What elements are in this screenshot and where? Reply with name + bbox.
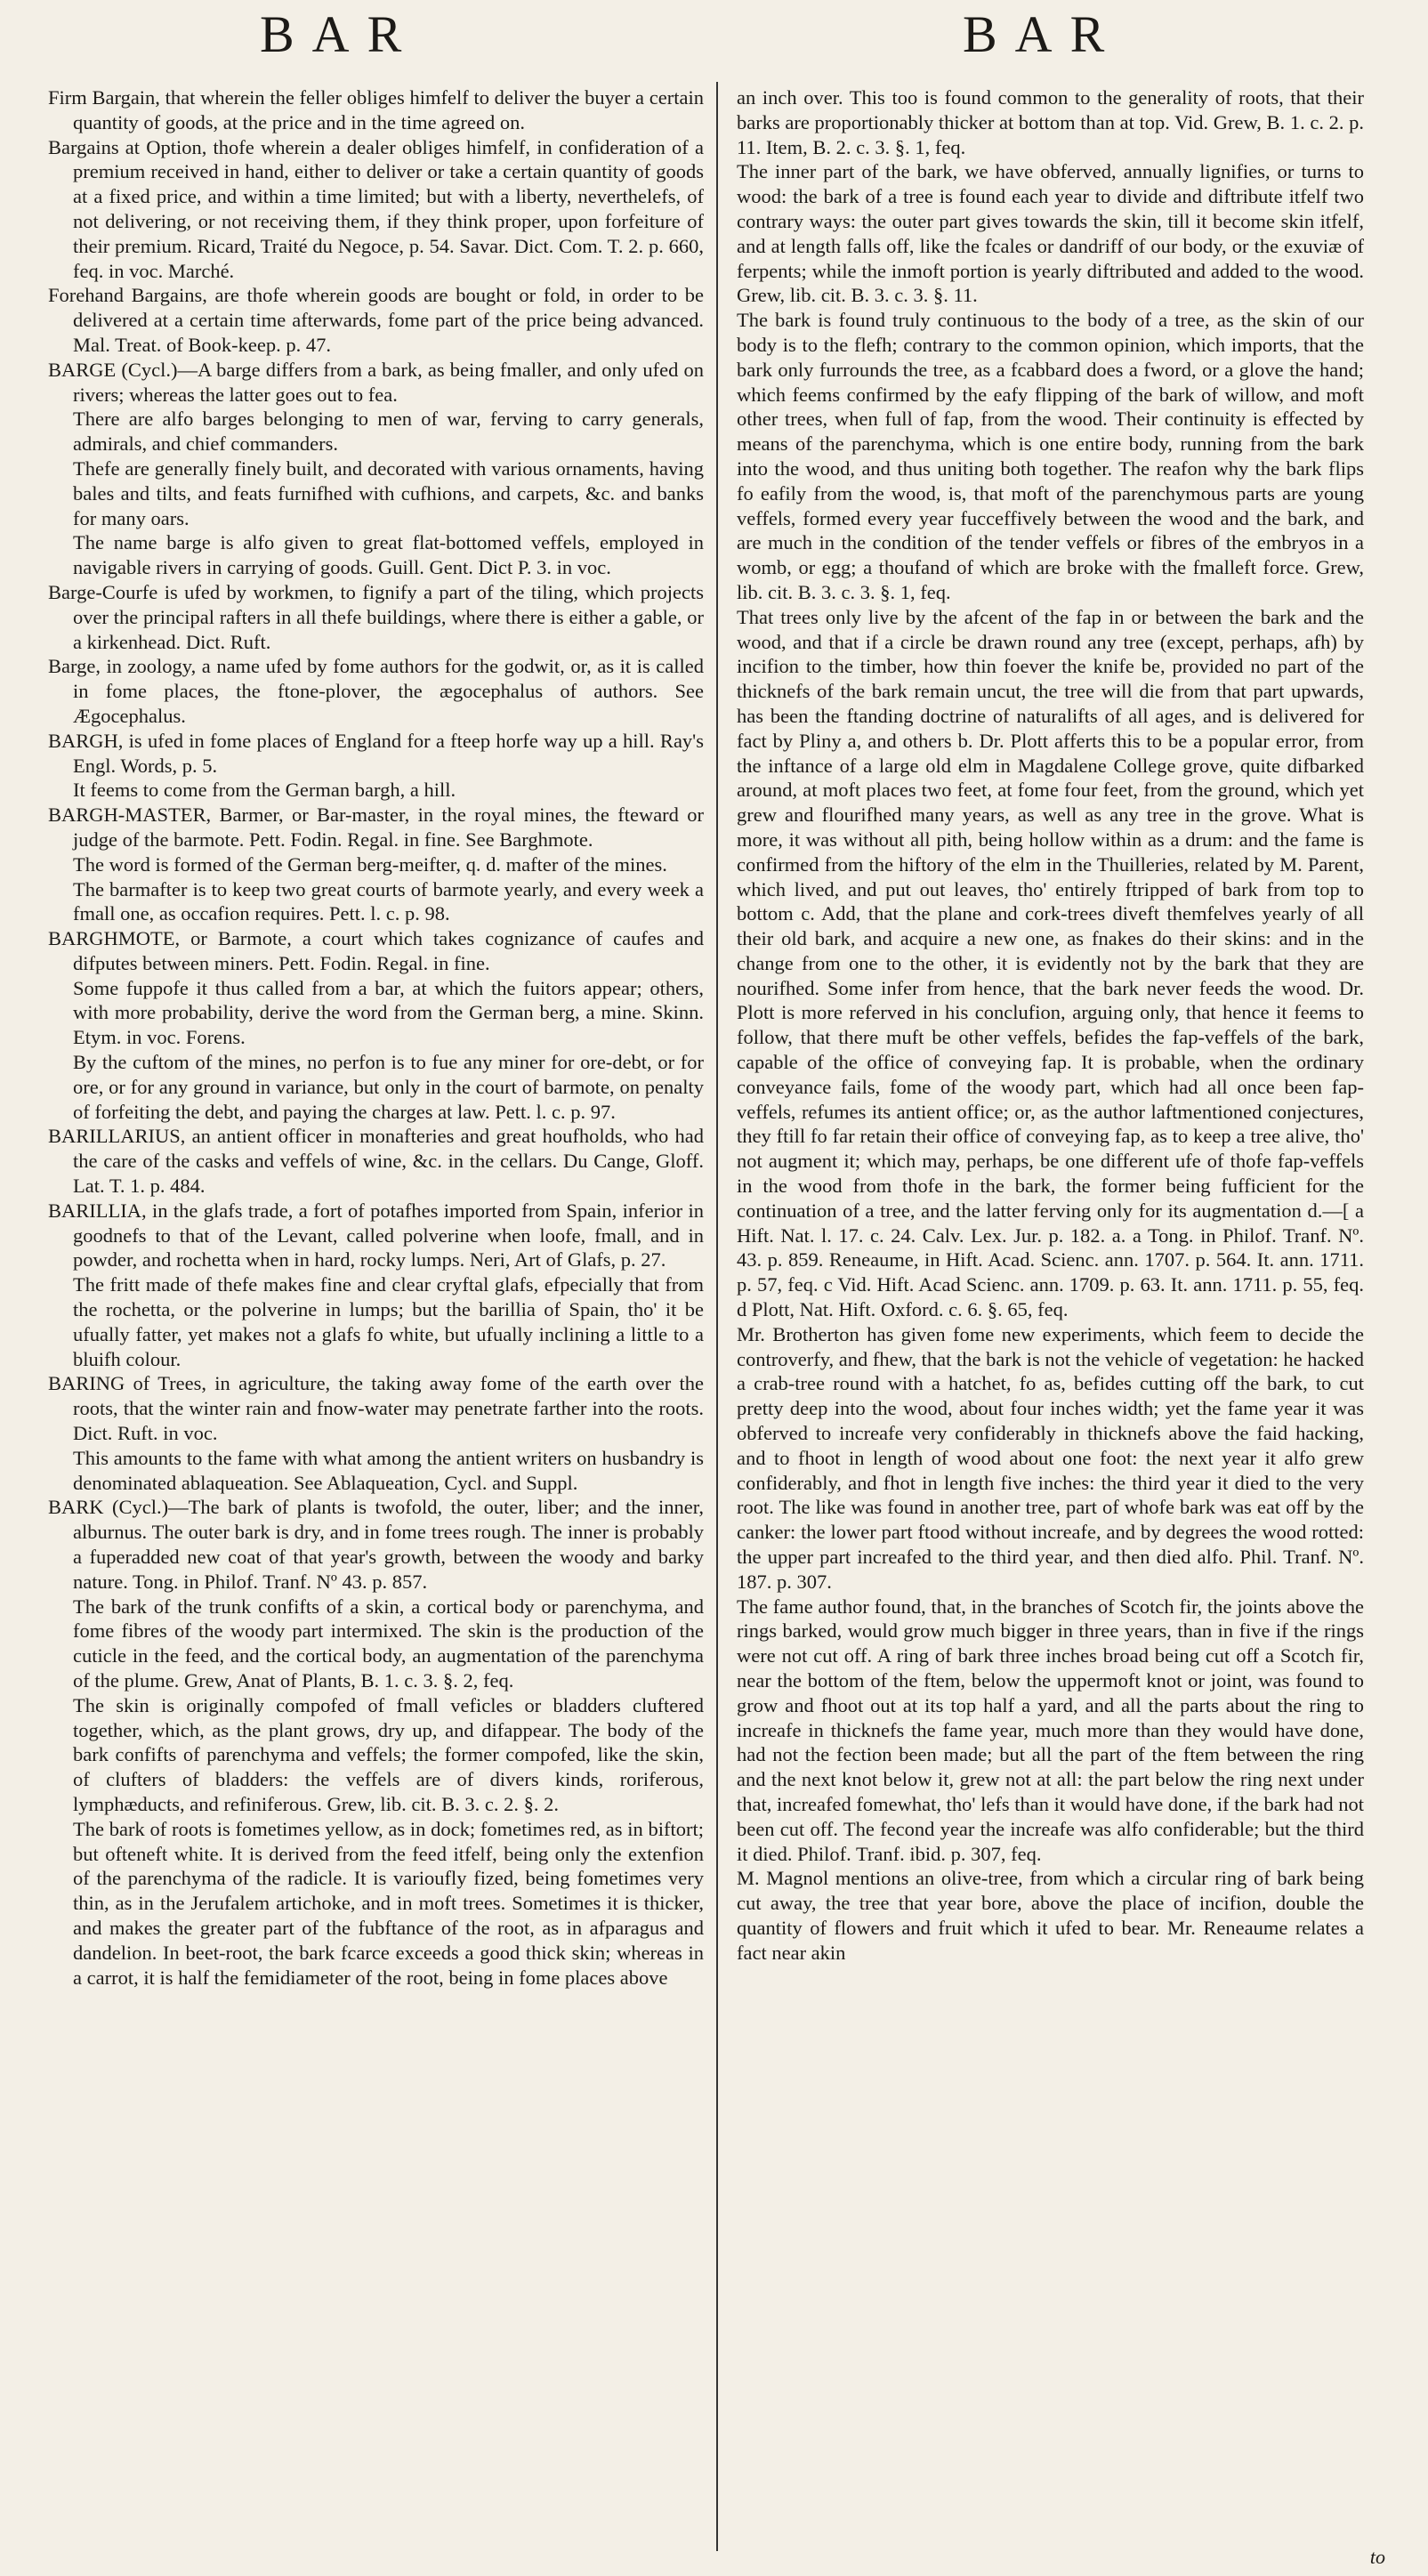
entry-paragraph: The fame author found, that, in the branches of Scotch fir, the joints above the rings barked, would grow much bigger in three years, than in five if the rings were not cut off. A ring of bark three inches broad being cut off a Scotch fir, near the bottom of the ftem, below the uppermoft knot or joint, was found to grow and fhoot out at its top half a yard, and all the parts about the ring to increafe in thicknefs the fame year, much more than they would have done, had not the fection been made; but all the part of the ftem between the ring and the next knot below it, grew not at all: the part below the ring next under that, increafed fomewhat, tho' lefs than it would have done, if the bark had not been cut off. The fecond year the increafe was alfo confiderable; but the third it died. Philof. Tranf. ibid. p. 307, feq. bbox=[737, 1595, 1364, 1865]
entry-paragraph: an inch over. This too is found common to the generality of roots, that their barks are proportionably thicker at bottom than at top. Vid. Grew, B. 1. c. 2. p. 11. Item, B. 2. c. 3. §. 1, feq. bbox=[737, 86, 1364, 158]
column-divider bbox=[716, 82, 718, 2551]
entry-paragraph: That trees only live by the afcent of the fap in or between the bark and the wood, and that if a circle be drawn round any tree (except, perhaps, afh) by incifion to the timber, how thin foever the knife be, provided no part of the thicknefs of the bark remain uncut, the tree will die from that part upwards, has been the ftanding doctrine of naturalifts of all ages, and is delivered for fact by Pliny a, and others b. Dr. Plott afferts this to be a popular error, from the inftance of a large old elm in Magdalene College grove, quite difbarked around, at moft places two feet, at fome four feet, from the ground, which yet grew and flourifhed many years, as well as any tree in the grove. What is more, it was without all pith, being hollow within as a drum: and the fame is confirmed from the hiftory of the elm in the Thuilleries, related by M. Parent, which lived, and put out leaves, tho' entirely ftripped of bark from top to bottom c. Add, that the plane and cork-trees diveft themfelves yearly of all their old bark, and acquire a new one, as fnakes do their skins: and in the change from one to the other, it is evidently not by the bark that they are nourifhed. Some infer from hence, that the bark never feeds the wood. Dr. Plott is more referved in his conclufion, arguing only, that hence it feems to follow, that there muft be other veffels, befides the fap-veffels of the bark, capable of the office of conveying fap. It is probable, when the ordinary conveyance fails, fome of the woody part, which had all once been fap-veffels, refumes its antient office; or, as the author laftmentioned conjectures, they ftill fo far retain their office of conveying fap, as to keep a tree alive, tho' not augment it; which may, perhaps, be one different ufe of thofe fap-veffels in the wood from thofe in the bark, the former being fufficient for the continuation of a tree, and the latter ferving only for its augmentation d.—[ a Hift. Nat. l. 17. c. 24. Calv. Lex. Jur. p. 182. a. a Tong. in Philof. Tranf. Nº. 43. p. 859. Reneaume, in Hift. Acad. Scienc. ann. 1707. p. 564. It. ann. 1711. p. 57, feq. c Vid. Hift. Acad Scienc. ann. 1709. p. 63. It. ann. 1711. p. 55, feq. d Plott, Nat. Hift. Oxford. c. 6. §. 65, feq. bbox=[737, 605, 1364, 1321]
entry-paragraph: Some fuppofe it thus called from a bar, at which the fuitors appear; others, with more probability, derive the word from the German berg, a mine. Skinn. Etym. in voc. Forens. bbox=[73, 976, 704, 1049]
entry-paragraph: This amounts to the fame with what among the antient writers on husbandry is denominated ablaqueation. See Ablaqueation, Cycl. and Suppl. bbox=[73, 1446, 704, 1494]
entry-paragraph: Thefe are generally finely built, and decorated with various ornaments, having bales and tilts, and feats furnifhed with cufhions, and carpets, &c. and banks for many oars. bbox=[73, 456, 704, 529]
entry-paragraph: The inner part of the bark, we have obferved, annually lignifies, or turns to wood: the bark of a tree is found each year to divide and diftribute itfelf two contrary ways: the outer part gives towards the skin, till it become skin itfelf, and at length falls off, like the fcales or dandriff of our body, or the exuviæ of ferpents; while the inmoft portion is yearly diftributed and added to the wood. Grew, lib. cit. B. 3. c. 3. §. 11. bbox=[737, 160, 1364, 307]
dictionary-entry: BARGH, is ufed in fome places of England for a fteep horfe way up a hill. Ray's Engl. Words, p. 5. bbox=[48, 729, 704, 777]
entry-paragraph: There are alfo barges belonging to men of war, ferving to carry generals, admirals, and chief commanders. bbox=[73, 408, 704, 456]
dictionary-entry: Barge-Courfe is ufed by workmen, to fignify a part of the tiling, which projects over the principal rafters in all thefe buildings, where there is either a gable, or a kirkenhead. Dict. Ruft. bbox=[48, 580, 704, 653]
dictionary-entry: Barge, in zoology, a name ufed by fome authors for the godwit, or, as it is called in fome places, the ftone-plover, the ægocephalus of authors. See Ægocephalus. bbox=[48, 655, 704, 727]
entry-paragraph: The name barge is alfo given to great flat-bottomed veffels, employed in navigable rivers in carrying of goods. Guill. Gent. Dict P. 3. in voc. bbox=[73, 531, 704, 579]
dictionary-entry: BARILLIA, in the glafs trade, a fort of potafhes imported from Spain, inferior in goodnefs to that of the Levant, called polverine when loofe, fmall, and in powder, and rochetta when in hard, rocky lumps. Neri, Art of Glafs, p. 27. bbox=[48, 1199, 704, 1272]
entry-paragraph: The bark of the trunk confifts of a skin, a cortical body or parenchyma, and fome fibres of the woody part intermixed. The skin is the production of the cuticle in the feed, and the cortical body, an augmentation of the parenchyma of the plume. Grew, Anat of Plants, B. 1. c. 3. §. 2, feq. bbox=[73, 1595, 704, 1692]
catchword: to bbox=[1369, 2546, 1385, 2568]
dictionary-entry: BARGE (Cycl.)—A barge differs from a bark, as being fmaller, and only ufed on rivers; whereas the latter goes out to fea. bbox=[48, 358, 704, 406]
running-head-left: BAR bbox=[260, 5, 420, 63]
entry-paragraph: The bark is found truly continuous to the body of a tree, as the skin of our body is to the flefh; contrary to the common opinion, which imports, that the bark only furrounds the tree, as a fcabbard does a fword, or a glove the hand; which feems confirmed by the eafy flipping of the bark of willow, and moft other trees, when full of fap, from the wood. Their continuity is effected by means of the parenchyma, which is one entire body, running from the bark into the wood, and thus uniting both together. The reafon why the bark flips fo eafily from the wood, is, that moft of the parenchymous parts are young veffels, formed every year fucceffively between the wood and the bark, and are much in the condition of the tender veffels or fibres of the embryos in a womb, or egg; a thoufand of which are broke with the fmalleft force. Grew, lib. cit. B. 3. c. 3. §. 1, feq. bbox=[737, 309, 1364, 603]
dictionary-entry: BARILLARIUS, an antient officer in monafteries and great houfholds, who had the care of the casks and veffels of wine, &c. in the cellars. Du Cange, Gloff. Lat. T. 1. p. 484. bbox=[48, 1125, 704, 1198]
entry-paragraph: The bark of roots is fometimes yellow, as in dock; fometimes red, as in biftort; but ofteneft white. It is derived from the feed itfelf, being only the extenfion of the parenchyma of the radicle. It is varioufly fized, being fometimes very thin, as in the Jerufalem artichoke, and in moft trees. Sometimes it is thicker, and makes the greater part of the fubftance of the root, as in afparagus and dandelion. In beet-root, the bark fcarce exceeds a good thick skin; whereas in a carrot, it is half the femidiameter of the root, being in fome places above bbox=[73, 1817, 704, 1989]
dictionary-entry: BARGHMOTE, or Barmote, a court which takes cognizance of caufes and difputes between miners. Pett. Fodin. Regal. in fine. bbox=[48, 927, 704, 974]
dictionary-entry: BARING of Trees, in agriculture, the taking away fome of the earth over the roots, that the winter rain and fnow-water may penetrate farther into the roots. Dict. Ruft. in voc. bbox=[48, 1372, 704, 1445]
dictionary-entry: Forehand Bargains, are thofe wherein goods are bought or fold, in order to be delivered at a certain time afterwards, fome part of the price being advanced. Mal. Treat. of Book-keep. p. 47. bbox=[48, 284, 704, 356]
entry-paragraph: The word is formed of the German berg-meifter, q. d. mafter of the mines. bbox=[73, 852, 667, 876]
left-column bbox=[48, 85, 704, 2546]
running-head-right: BAR bbox=[963, 5, 1123, 63]
entry-paragraph: The barmafter is to keep two great courts of barmote yearly, and every week a fmall one, as occafion requires. Pett. l. c. p. 98. bbox=[73, 877, 704, 925]
dictionary-entry: BARK (Cycl.)—The bark of plants is twofold, the outer, liber; and the inner, alburnus. The outer bark is dry, and in fome trees rough. The inner is probably a fuperadded new coat of that year's growth, between the woody and barky nature. Tong. in Philof. Tranf. Nº 43. p. 857. bbox=[48, 1496, 704, 1593]
entry-paragraph: The skin is originally compofed of fmall veficles or bladders cluftered together, which, as the plant grows, dry up, and difappear. The body of the bark confifts of parenchyma and veffels; the former compofed, like the skin, of clufters of bladders: the veffels are of divers kinds, roriferous, lymphæducts, and refiniferous. Grew, lib. cit. B. 3. c. 2. §. 2. bbox=[73, 1693, 704, 1815]
entry-paragraph: It feems to come from the German bargh, a hill. bbox=[73, 779, 456, 802]
entry-paragraph: Mr. Brotherton has given fome new experiments, which feem to decide the controverfy, and fhew, that the bark is not the vehicle of vegetation: he hacked a crab-tree round with a hatchet, fo as, befides cutting off the bark, to cut pretty deep into the wood, about four inches width; yet the fame year it was obferved to increafe very confiderably in thicknefs above the faid hacking, and to fhoot in length of wood about one foot: the next year it alfo grew confiderably, and fhot in length five inches: the third year it died to the very root. The like was found in another tree, part of whofe bark was eat off by the canker: the lower part ftood without increafe, and by degrees the wood rotted: the upper part increafed to the third year, and then died alfo. Phil. Tranf. Nº. 187. p. 307. bbox=[737, 1322, 1364, 1593]
dictionary-entry: Firm Bargain, that wherein the feller obliges himfelf to deliver the buyer a certain quantity of goods, at the price and in the time agreed on. bbox=[48, 86, 704, 133]
right-column bbox=[737, 85, 1364, 2546]
entry-paragraph: The fritt made of thefe makes fine and clear cryftal glafs, efpecially that from the rochetta, or the polverine in lumps; but the barillia of Spain, tho' it be ufually fatter, yet makes not a glafs fo white, but ufually inclining a little to a bluifh colour. bbox=[73, 1273, 704, 1370]
entry-paragraph: M. Magnol mentions an olive-tree, from which a circular ring of bark being cut away, the tree that year bore, above the place of incifion, double the quantity of flowers and fruit which it ufed to bear. Mr. Reneaume relates a fact near akin bbox=[737, 1867, 1364, 1964]
dictionary-entry: BARGH-MASTER, Barmer, or Bar-master, in the royal mines, the fteward or judge of the barmote. Pett. Fodin. Regal. in fine. See Barghmote. bbox=[48, 803, 704, 851]
entry-paragraph: By the cuftom of the mines, no perfon is to fue any miner for ore-debt, or for ore, or for any ground in variance, but only in the court of barmote, on penalty of forfeiting the debt, and paying the charges at law. Pett. l. c. p. 97. bbox=[73, 1051, 704, 1123]
dictionary-entry: Bargains at Option, thofe wherein a dealer obliges himfelf, in confideration of a premium received in hand, either to deliver or take a certain quantity of goods at a fixed price, and within a time limited; but with a liberty, neverthelefs, of not delivering, or not receiving them, if they think proper, upon forfeiture of their premium. Ricard, Traité du Negoce, p. 54. Savar. Dict. Com. T. 2. p. 660, feq. in voc. Marché. bbox=[48, 135, 704, 282]
